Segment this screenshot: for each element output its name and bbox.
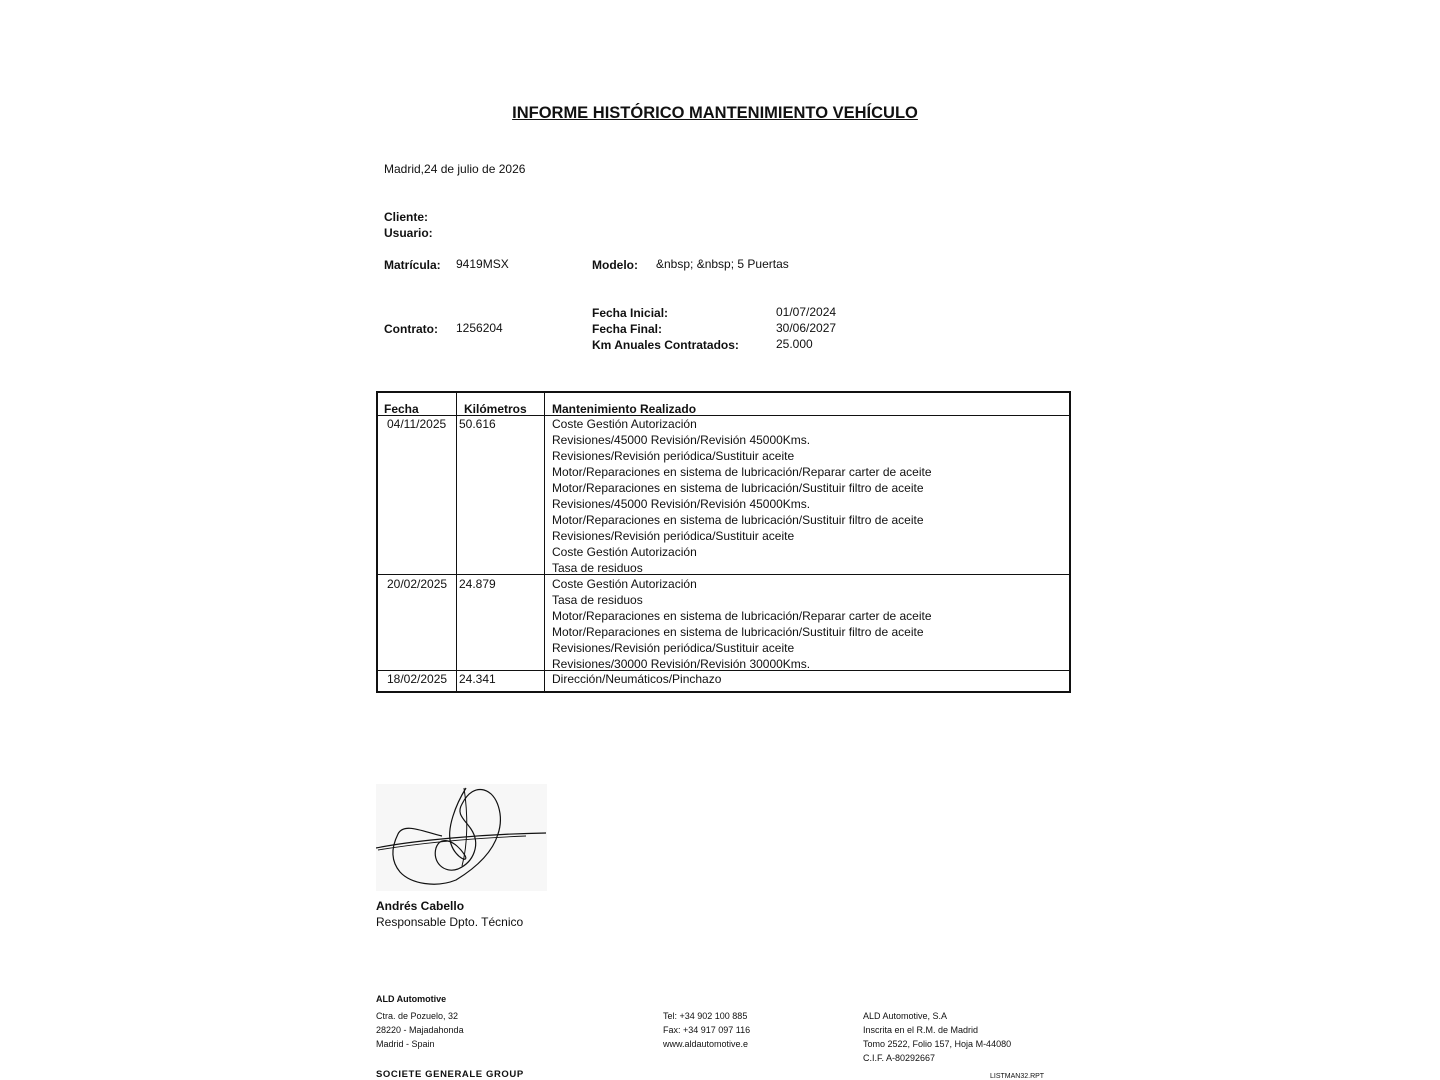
km-anuales-value: 25.000 bbox=[776, 337, 813, 351]
contrato-label: Contrato: bbox=[384, 322, 438, 336]
footer-legal bbox=[863, 1009, 1011, 1065]
maintenance-item: Dirección/Neumáticos/Pinchazo bbox=[552, 672, 722, 686]
maintenance-item: Tasa de residuos bbox=[552, 561, 643, 575]
maintenance-item: Revisiones/45000 Revisión/Revisión 45000Kms. bbox=[552, 497, 811, 511]
modelo-label: Modelo: bbox=[592, 258, 638, 272]
matricula-label: Matrícula: bbox=[384, 258, 441, 272]
fecha-inicial-value: 01/07/2024 bbox=[776, 305, 837, 319]
row-3-fecha: 18/02/2025 bbox=[387, 672, 448, 686]
column-divider bbox=[456, 393, 457, 691]
header-mantenimiento: Mantenimiento Realizado bbox=[552, 402, 697, 416]
fecha-final-value: 30/06/2027 bbox=[776, 321, 837, 335]
maintenance-item: Tasa de residuos bbox=[552, 593, 643, 607]
report-date: 24 de julio de 2026 bbox=[424, 162, 526, 176]
place-date bbox=[384, 162, 525, 176]
maintenance-item: Coste Gestión Autorización bbox=[552, 577, 697, 591]
maintenance-item: Revisiones/Revisión periódica/Sustituir aceite bbox=[552, 529, 795, 543]
row-2-items bbox=[552, 576, 932, 672]
footer-phone: Tel: +34 902 100 885 bbox=[663, 1011, 748, 1021]
row-2-km: 24.879 bbox=[459, 577, 496, 591]
row-3-items bbox=[552, 671, 721, 687]
row-1-items bbox=[552, 416, 932, 576]
header-kilometros: Kilómetros bbox=[464, 402, 527, 416]
footer-legal-line: Tomo 2522, Folio 157, Hoja M-44080 bbox=[863, 1039, 1012, 1049]
footer-address-line: Madrid - Spain bbox=[376, 1039, 435, 1049]
footer-legal-line: Inscrita en el R.M. de Madrid bbox=[863, 1025, 979, 1035]
place-label: Madrid, bbox=[384, 162, 425, 176]
maintenance-item: Motor/Reparaciones en sistema de lubricación/Sustituir filtro de aceite bbox=[552, 513, 924, 527]
maintenance-item: Motor/Reparaciones en sistema de lubricación/Reparar carter de aceite bbox=[552, 609, 932, 623]
footer-website: www.aldautomotive.e bbox=[663, 1039, 749, 1049]
footer-company: ALD Automotive bbox=[376, 994, 447, 1004]
footer-fax: Fax: +34 917 097 116 bbox=[663, 1025, 751, 1035]
usuario-label: Usuario: bbox=[384, 226, 433, 240]
row-2-fecha: 20/02/2025 bbox=[387, 577, 448, 591]
maintenance-table bbox=[376, 391, 1071, 693]
footer-address bbox=[376, 1009, 464, 1051]
footer-contact bbox=[663, 1009, 750, 1051]
footer-group-logo: SOCIETE GENERALE GROUP bbox=[376, 1069, 524, 1080]
row-3-km: 24.341 bbox=[459, 672, 496, 686]
report-title: INFORME HISTÓRICO MANTENIMIENTO VEHÍCULO bbox=[512, 104, 918, 122]
maintenance-item: Motor/Reparaciones en sistema de lubricación/Sustituir filtro de aceite bbox=[552, 625, 924, 639]
maintenance-item: Motor/Reparaciones en sistema de lubricación/Sustituir filtro de aceite bbox=[552, 481, 924, 495]
maintenance-item: Coste Gestión Autorización bbox=[552, 545, 697, 559]
footer-legal-line: C.I.F. A-80292667 bbox=[863, 1053, 936, 1063]
fecha-final-label: Fecha Final: bbox=[592, 322, 663, 336]
maintenance-item: Coste Gestión Autorización bbox=[552, 417, 697, 431]
matricula-value: 9419MSX bbox=[456, 257, 509, 271]
footer-legal-line: ALD Automotive, S.A bbox=[863, 1011, 948, 1021]
row-1-fecha: 04/11/2025 bbox=[387, 417, 447, 431]
cliente-label: Cliente: bbox=[384, 210, 429, 224]
footer-address-line: Ctra. de Pozuelo, 32 bbox=[376, 1011, 459, 1021]
column-divider bbox=[544, 393, 545, 691]
signer-role: Responsable Dpto. Técnico bbox=[376, 915, 524, 929]
header-fecha: Fecha bbox=[384, 402, 419, 416]
km-anuales-label: Km Anuales Contratados: bbox=[592, 338, 739, 352]
row-1-km: 50.616 bbox=[459, 417, 496, 431]
maintenance-item: Revisiones/45000 Revisión/Revisión 45000Kms. bbox=[552, 433, 811, 447]
maintenance-item: Revisiones/Revisión periódica/Sustituir aceite bbox=[552, 641, 795, 655]
contrato-value: 1256204 bbox=[456, 321, 503, 335]
report-code: LISTMAN32.RPT bbox=[990, 1073, 1045, 1080]
modelo-value: &nbsp; &nbsp; 5 Puertas bbox=[656, 257, 789, 271]
fecha-inicial-label: Fecha Inicial: bbox=[592, 306, 669, 320]
maintenance-item: Revisiones/30000 Revisión/Revisión 30000Kms. bbox=[552, 657, 811, 671]
handwritten-signature bbox=[376, 784, 547, 891]
maintenance-item: Revisiones/Revisión periódica/Sustituir aceite bbox=[552, 449, 795, 463]
footer-address-line: 28220 - Majadahonda bbox=[376, 1025, 464, 1035]
maintenance-item: Motor/Reparaciones en sistema de lubricación/Reparar carter de aceite bbox=[552, 465, 932, 479]
signer-name: Andrés Cabello bbox=[376, 899, 465, 913]
